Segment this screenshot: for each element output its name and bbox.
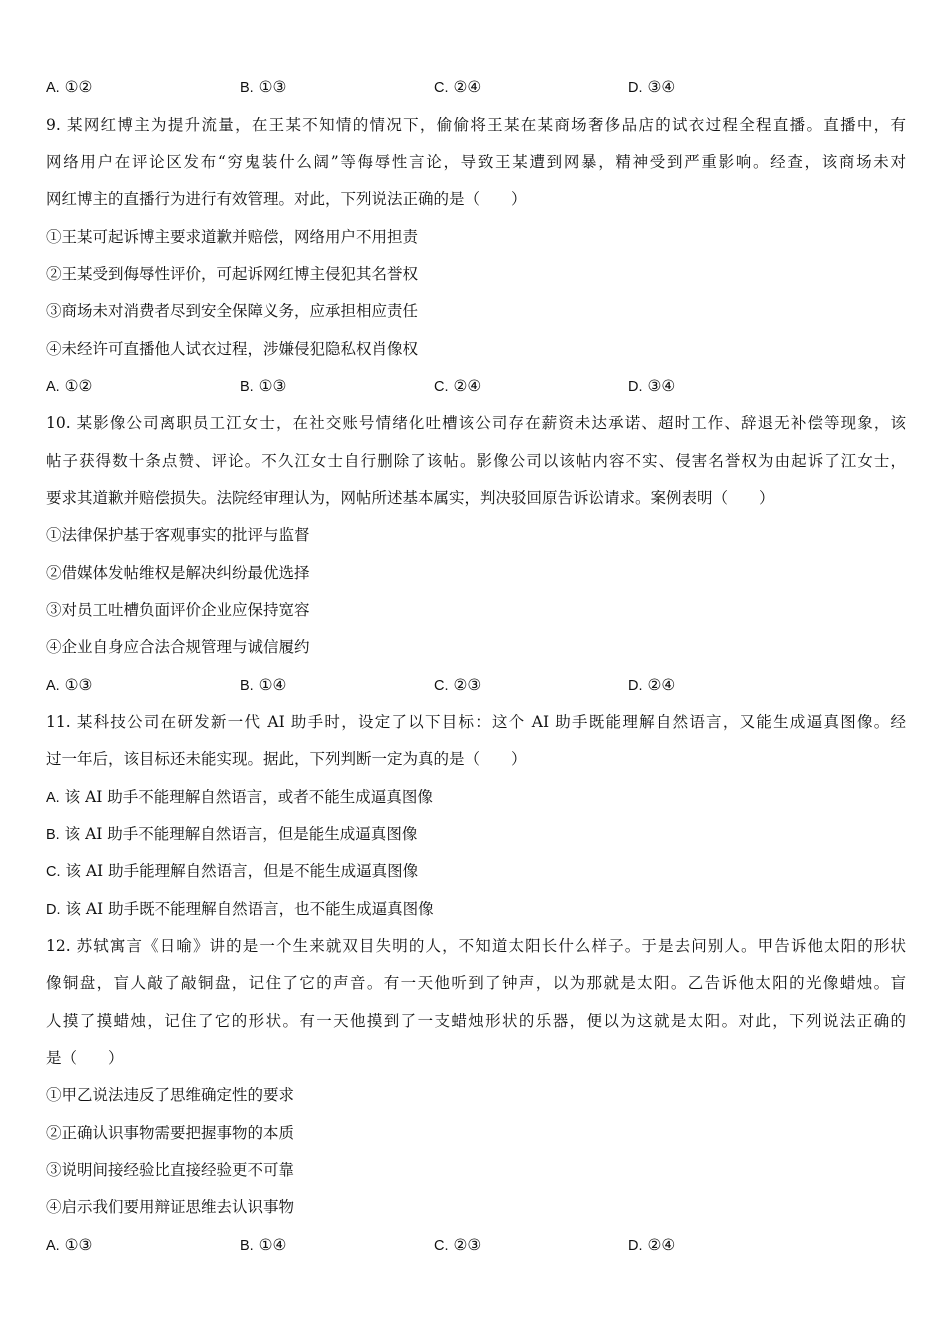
q11-choice-c: C. 该 AI 助手能理解自然语言，但是不能生成逼真图像: [46, 862, 419, 880]
q9-option-a: A. ①②: [46, 377, 93, 395]
q10-statement-4: ④企业自身应合法合规管理与诚信履约: [46, 638, 310, 656]
q12-stem-line: 人摸了摸蜡烛，记住了它的形状。有一天他摸到了一支蜡烛形状的乐器，便以为这就是太阳。对此，下列说法正确的: [46, 1012, 906, 1030]
q11-choice-d: D. 该 AI 助手既不能理解自然语言，也不能生成逼真图像: [46, 900, 434, 918]
q9-options: [46, 374, 906, 398]
q9-stem-line: 网红博主的直播行为进行有效管理。对此，下列说法正确的是（ ）: [46, 190, 527, 208]
q11-choice-a: A. 该 AI 助手不能理解自然语言，或者不能生成逼真图像: [46, 788, 433, 806]
q8-option-b: B. ①③: [240, 78, 287, 96]
q12-stem-line: 像铜盘，盲人敲了敲铜盘，记住了它的声音。有一天他听到了钟声，以为那就是太阳。乙告诉他太阳的光像蜡烛。盲: [46, 974, 906, 992]
q8-option-a: A. ①②: [46, 78, 93, 96]
q12-statement-2: ②正确认识事物需要把握事物的本质: [46, 1124, 295, 1142]
q8-option-d: D. ③④: [628, 78, 676, 96]
q12-statement-4: ④启示我们要用辩证思维去认识事物: [46, 1198, 295, 1216]
q11-stem-line: 11. 某科技公司在研发新一代 AI 助手时，设定了以下目标：这个 AI 助手既能理解自然语言，又能生成逼真图像。经: [46, 713, 906, 731]
q12-statement-1: ①甲乙说法违反了思维确定性的要求: [46, 1086, 295, 1104]
q10-statement-2: ②借媒体发帖维权是解决纠纷最优选择: [46, 564, 310, 582]
q12-option-d: D. ②④: [628, 1236, 676, 1254]
q9-statement-3: ③商场未对消费者尽到安全保障义务，应承担相应责任: [46, 302, 419, 320]
q11-stem-line: 过一年后，该目标还未能实现。据此，下列判断一定为真的是（ ）: [46, 750, 527, 768]
q9-option-c: C. ②④: [434, 377, 482, 395]
q12-option-a: A. ①③: [46, 1236, 93, 1254]
q8-options: [46, 75, 906, 99]
q10-option-c: C. ②③: [434, 676, 482, 694]
q9-stem-line: 9. 某网红博主为提升流量，在王某不知情的情况下，偷偷将王某在某商场奢侈品店的试衣过程全程直播。直播中，有: [46, 116, 906, 134]
q10-option-a: A. ①③: [46, 676, 93, 694]
q12-stem-line: 是（ ）: [46, 1049, 124, 1067]
q9-option-d: D. ③④: [628, 377, 676, 395]
q10-options: [46, 673, 906, 697]
q9-option-b: B. ①③: [240, 377, 287, 395]
q12-option-c: C. ②③: [434, 1236, 482, 1254]
q10-option-d: D. ②④: [628, 676, 676, 694]
q12-option-b: B. ①④: [240, 1236, 287, 1254]
q10-statement-1: ①法律保护基于客观事实的批评与监督: [46, 526, 310, 544]
q10-stem-line: 帖子获得数十条点赞、评论。不久江女士自行删除了该帖。影像公司以该帖内容不实、侵害名誉权为由起诉了江女士，: [46, 452, 906, 470]
q12-options: [46, 1233, 906, 1257]
q9-stem-line: 网络用户在评论区发布“穷鬼装什么阔”等侮辱性言论，导致王某遭到网暴，精神受到严重影响。经查，该商场未对: [46, 153, 906, 171]
q9-statement-2: ②王某受到侮辱性评价，可起诉网红博主侵犯其名誉权: [46, 265, 419, 283]
q9-statement-1: ①王某可起诉博主要求道歉并赔偿，网络用户不用担责: [46, 228, 419, 246]
q9-statement-4: ④未经许可直播他人试衣过程，涉嫌侵犯隐私权肖像权: [46, 340, 419, 358]
q8-option-c: C. ②④: [434, 78, 482, 96]
q10-stem-line: 10. 某影像公司离职员工江女士，在社交账号情绪化吐槽该公司存在薪资未达承诺、超时工作、辞退无补偿等现象，该: [46, 414, 906, 432]
q11-choice-b: B. 该 AI 助手不能理解自然语言，但是能生成逼真图像: [46, 825, 418, 843]
q10-option-b: B. ①④: [240, 676, 287, 694]
q10-statement-3: ③对员工吐槽负面评价企业应保持宽容: [46, 601, 310, 619]
q12-stem-line: 12. 苏轼寓言《日喻》讲的是一个生来就双目失明的人，不知道太阳长什么样子。于是去问别人。甲告诉他太阳的形状: [46, 937, 906, 955]
q10-stem-line: 要求其道歉并赔偿损失。法院经审理认为，网帖所述基本属实，判决驳回原告诉讼请求。案例表明（ ）: [46, 489, 775, 507]
q12-statement-3: ③说明间接经验比直接经验更不可靠: [46, 1161, 295, 1179]
